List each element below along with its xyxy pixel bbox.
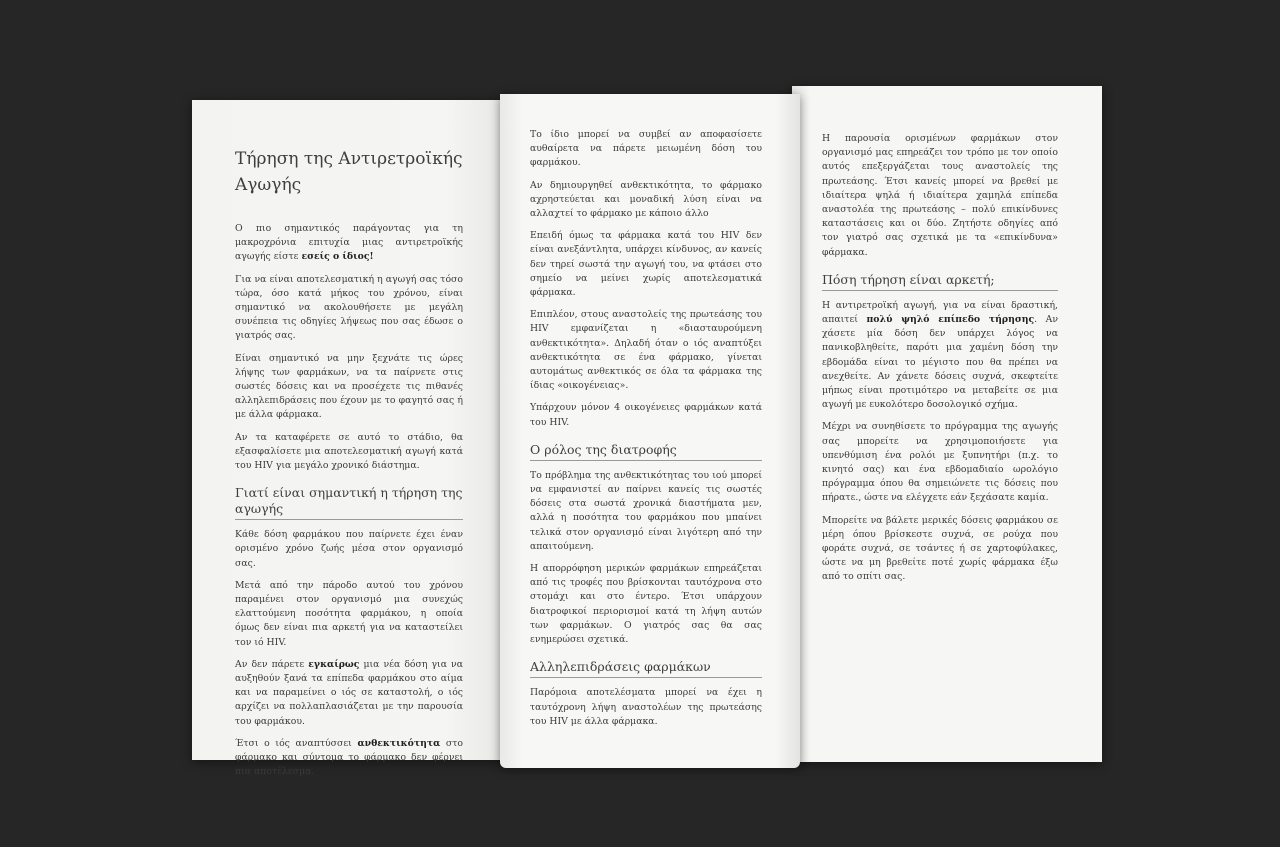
paragraph: Επειδή όμως τα φάρμακα κατά του HIV δεν είναι ανεξάντλητα, υπάρχει κίνδυνος, αν κανείς δεν τηρεί σωστά την αγωγή του, να φτάσει στο σημείο να μείνει χωρίς αποτελεσματικά φάρμακα. — [530, 230, 762, 299]
section-heading: Γιατί είναι σημαντική η τήρηση της αγωγής — [235, 485, 463, 520]
paragraph — [822, 299, 1058, 413]
emphasis-text: εγκαίρως — [308, 658, 360, 670]
column-left — [235, 222, 463, 788]
paragraph — [235, 658, 463, 729]
paragraph: Για να είναι αποτελεσματική η αγωγή σας τόσο τώρα, όσο κατά μήκος του χρόνου, είναι σημαντικό να ακολουθήσετε με μεγάλη συνέπεια τις οδηγίες λήψεως που σας έδωσε ο γιατρός σας. — [235, 273, 463, 342]
column-right — [822, 132, 1058, 593]
document-title: Τήρηση της Αντιρετροϊκής Αγωγής — [235, 149, 463, 195]
section-heading: Αλληλεπιδράσεις φαρμάκων — [530, 659, 762, 678]
text: Η αντιρετροϊκή αγωγή, για να είναι δραστική, απαιτεί — [822, 299, 1058, 326]
paragraph: Αν δημιουργηθεί ανθεκτικότητα, το φάρμακο αχρηστεύεται και μοναδική λύση είναι να αλλαχτεί το φάρμακο με κάποιο άλλο — [530, 179, 762, 220]
paragraph: Υπάρχουν μόνον 4 οικογένειες φαρμάκων κατά του HIV. — [530, 402, 762, 428]
section-heading: Πόση τήρηση είναι αρκετή; — [822, 272, 1058, 291]
paragraph: Η απορρόφηση μερικών φαρμάκων επηρεάζεται από τις τροφές που βρίσκονται ταυτόχρονα στο στομάχι και στο έντερο. Έτσι υπάρχουν διατροφικοί περιορισμοί κατά τη λήψη αυτών των φαρμάκων. Ο γιατρός σας θα σας ενημερώσει σχετικά. — [530, 563, 762, 646]
text: Ο πιο σημαντικός παράγοντας για τη μακροχρόνια επιτυχία μιας αντιρετροϊκής αγωγής είστε — [235, 223, 463, 263]
paragraph: Επιπλέον, στους αναστολείς της πρωτεάσης του HIV εμφανίζεται η «διασταυρούμενη ανθεκτικότητα». Δηλαδή όταν ο ιός αναπτύξει ανθεκτικότητα σε ένα φάρμακο, γίνεται αυτομάτως ανθεκτικός σε όλα τα φάρμακα της ίδιας «οικογένειας». — [530, 309, 762, 392]
paragraph: Παρόμοια αποτελέσματα μπορεί να έχει η ταυτόχρονη λήψη αναστολέων της πρωτεάσης του HIV με άλλα φάρμακα. — [530, 687, 762, 727]
paragraph — [235, 737, 463, 780]
emphasis-text: εσείς ο ίδιος! — [301, 251, 374, 263]
paragraph: Μετά από την πάροδο αυτού του χρόνου παραμένει στον οργανισμό μια συνεχώς ελαττούμενη ποσότητα φαρμάκου, η οποία όμως δεν είναι πια αρκετή για να καταστείλει τον ιό HIV. — [235, 579, 463, 648]
text: στο φάρμακο και σύντομα το φάρμακο δεν φέρνει πια αποτέλεσμα. — [235, 737, 463, 778]
text: μια νέα δόση για να αυξηθούν ξανά τα επίπεδα φαρμάκου στο αίμα και να παραμείνει ο ιός σε καταστολή, ο ιός αρχίζει να πολλαπλασιάζεται με την παρουσία του φαρμάκου. — [235, 658, 463, 727]
paragraph: Η παρουσία ορισμένων φαρμάκων στον οργανισμό μας επηρεάζει τον τρόπο με τον οποίο αυτός επεξεργάζεται τους αναστολείς της πρωτεάσης. Έτσι κανείς μπορεί να βρεθεί με ιδιαίτερα ψηλά ή ιδιαίτερα χαμηλά επίπεδα αναστολέα της πρωτεάσης – πολύ επικίνδυνες καταστάσεις και οι δύο. Ζητήστε οδηγίες από τον γιατρό σας σχετικά με τα «επικίνδυνα» φάρμακα. — [822, 133, 1058, 258]
text: Αν δεν πάρετε — [235, 658, 309, 670]
paragraph: Είναι σημαντικό να μην ξεχνάτε τις ώρες λήψης των φαρμάκων, να τα παίρνετε στις σωστές δόσεις και να προσέχετε τις πιθανές αλληλεπιδράσεις που έχουν με το φαγητό σας ή με άλλα φάρμακα. — [235, 352, 463, 421]
paragraph: Αν τα καταφέρετε σε αυτό το στάδιο, θα εξασφαλίσετε μια αποτελεσματική αγωγή κατά του HIV για μεγάλο χρονικό διάστημα. — [235, 431, 463, 472]
paragraph: Μπορείτε να βάλετε μερικές δόσεις φαρμάκου σε μέρη όπου βρίσκεστε συχνά, σε ρούχα που φοράτε συχνά, σε τσάντες ή σε χαρτοφύλακες, ώστε να μη βρεθείτε ποτέ χωρίς φάρμακα έξω από το σπίτι σας. — [822, 514, 1058, 583]
text: . Αν χάσετε μία δόση δεν υπάρχει λόγος να πανικοβληθείτε, παρότι μια χαμένη δόση την εβδομάδα είναι το μέγιστο που θα πρέπει να ανεχθείτε. Αν χάνετε δόσεις συχνά, σκεφτείτε μήπως είναι προτιμότερο να μεταβείτε σε μια αγωγή με ευκολότερο δοσολογικό σχήμα. — [822, 314, 1058, 411]
text: Έτσι ο ιός αναπτύσσει — [235, 737, 358, 749]
paragraph: Το ίδιο μπορεί να συμβεί αν αποφασίσετε αυθαίρετα να πάρετε μειωμένη δόση του φαρμάκου. — [530, 129, 762, 169]
paragraph: Το πρόβλημα της ανθεκτικότητας του ιού μπορεί να εμφανιστεί αν παίρνει κανείς τις σωστές δόσεις στα σωστά χρονικά διαστήματα μεν, αλλά η ποσότητα του φαρμάκου που μπαίνει τελικά στον οργανισμό είναι λιγότερη από την απαιτούμενη. — [530, 469, 762, 552]
paragraph — [235, 222, 463, 265]
paragraph: Μέχρι να συνηθίσετε το πρόγραμμα της αγωγής σας μπορείτε να χρησιμοποιήσετε για υπενθύμιση ένα ρολόι με ξυπνητήρι (π.χ. το κινητό σας) και ένα εβδομαδιαίο ωρολόγιο πρόγραμμα όπου θα σημειώνετε τις δόσεις που πήρατε., ώστε να ελέγχετε εάν ξεχάσατε καμία. — [822, 421, 1058, 504]
paragraph: Κάθε δόση φαρμάκου που παίρνετε έχει έναν ορισμένο χρόνο ζωής μέσα στον οργανισμό σας. — [235, 529, 463, 569]
emphasis-text: ανθεκτικότητα — [357, 737, 441, 749]
section-heading: Ο ρόλος της διατροφής — [530, 442, 762, 461]
emphasis-text: πολύ ψηλό επίπεδο τήρησης — [866, 314, 1035, 326]
column-middle — [530, 128, 762, 737]
